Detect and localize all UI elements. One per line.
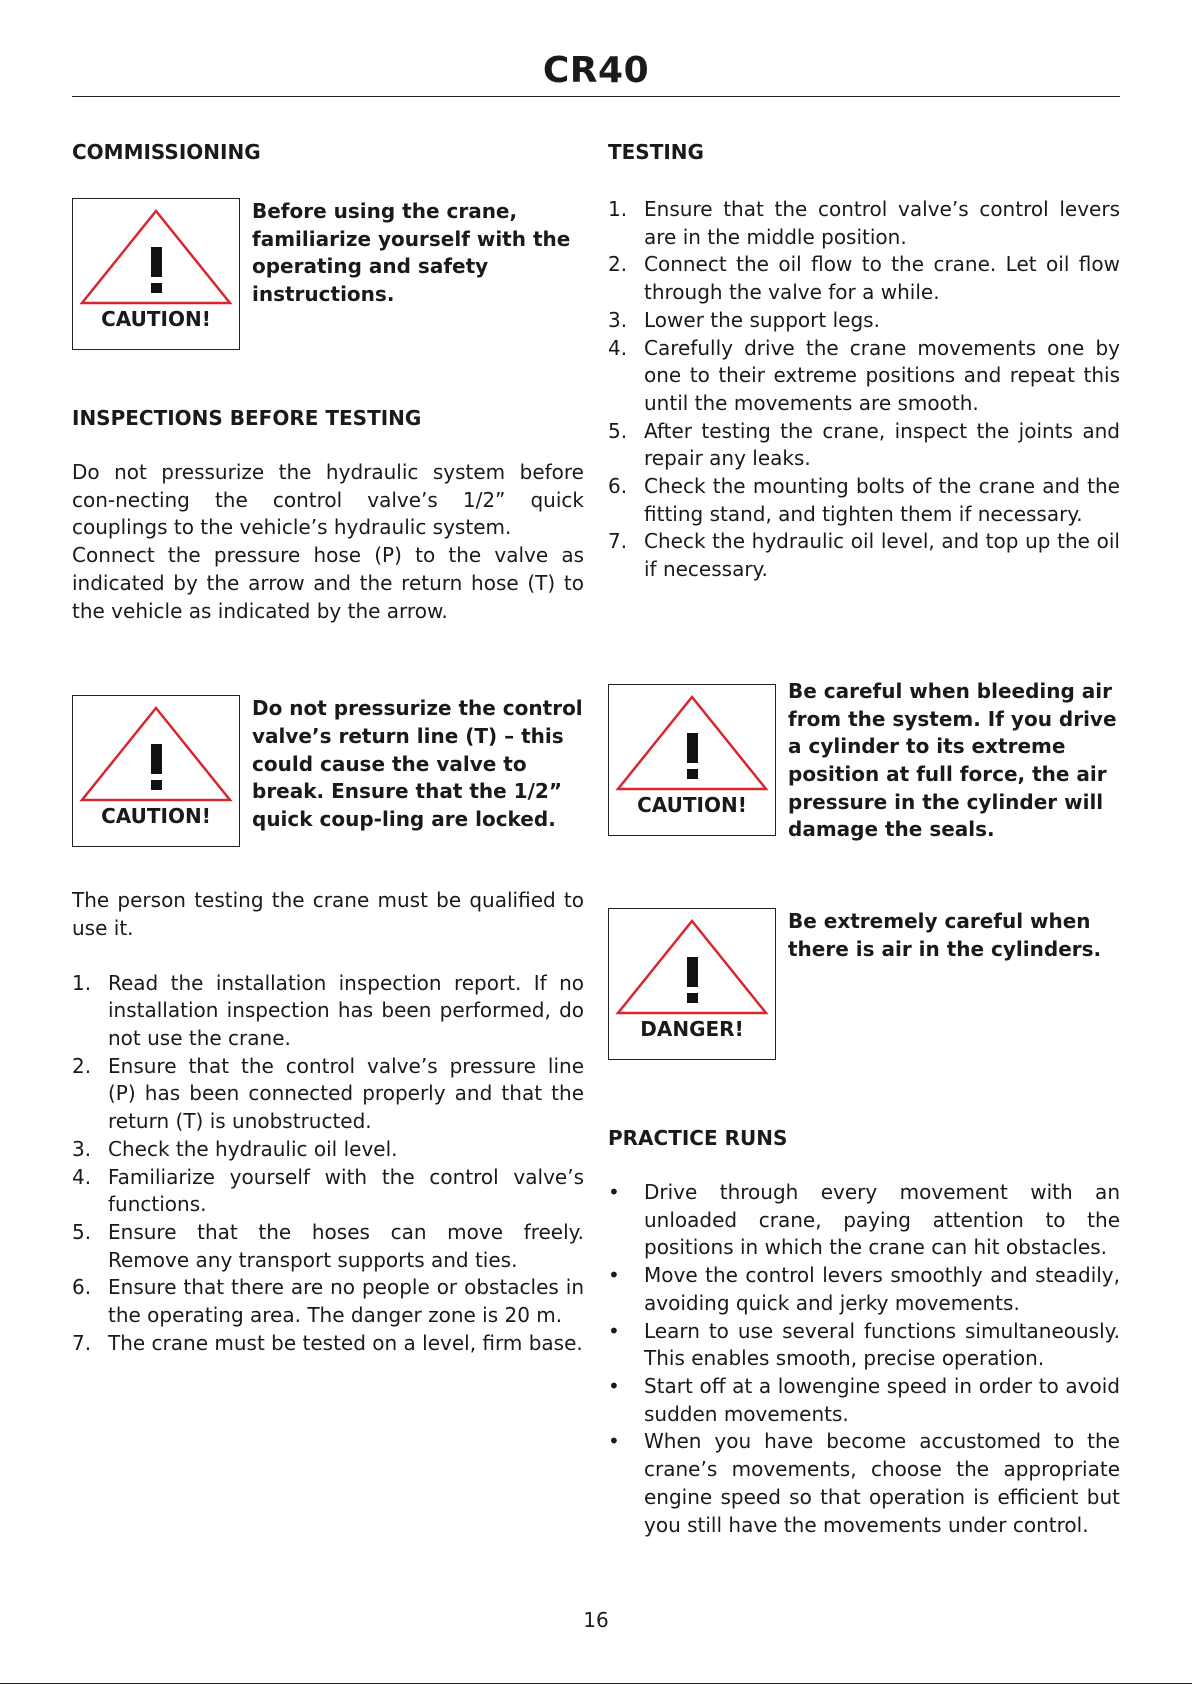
air-in-cylinders-warning [608, 908, 1120, 1060]
commissioning-heading: COMMISSIONING [72, 140, 261, 164]
list-item: 5. Ensure that the hoses can move freely. Remove any transport supports and ties. [72, 1219, 584, 1272]
inspections-heading: INSPECTIONS BEFORE TESTING [72, 406, 422, 430]
inspection-steps [72, 970, 584, 1358]
footer-divider [0, 1683, 1192, 1684]
bleeding-air-warning-text: Be careful when bleeding air from the system. If you drive a cylinder to its extreme position at full force, the air pressure in the cylinder will damage the seals. [788, 678, 1117, 842]
list-item: 7. Check the hydraulic oil level, and top up the oil if necessary. [608, 529, 1120, 582]
caution-label: CAUTION! [101, 307, 211, 331]
caution-box [72, 198, 240, 350]
danger-label: DANGER! [640, 1017, 744, 1042]
commissioning-warning-text: Before using the crane, familiarize yourself with the operating and safety instructions. [252, 199, 571, 307]
warning-triangle-icon [614, 693, 770, 793]
bleeding-air-warning [608, 678, 1120, 844]
return-line-warning-text: Do not pressurize the control valve’s return line (T) – this could cause the valve to break. Ensure that the 1/2” quick coup-ling are locked. [252, 696, 583, 832]
list-item: 4. Familiarize yourself with the control valve’s functions. [72, 1164, 584, 1217]
page-number: 16 [583, 1608, 609, 1632]
caution-box [608, 684, 776, 836]
left-column [72, 138, 584, 1357]
list-item: 4. Carefully drive the crane movements one by one to their extreme positions and repeat this until the movements are smooth. [608, 335, 1120, 415]
list-item: • Learn to use several functions simultaneously. This enables smooth, precise operation. [608, 1318, 1120, 1371]
testing-heading: TESTING [608, 140, 704, 164]
list-item: • Start off at a lowengine speed in order to avoid sudden movements. [608, 1373, 1120, 1426]
list-item: 2. Connect the oil flow to the crane. Let oil flow through the valve for a while. [608, 252, 1120, 305]
air-in-cylinders-warning-text: Be extremely careful when there is air in the cylinders. [788, 909, 1102, 961]
danger-box [608, 908, 776, 1060]
list-item: 1. Ensure that the control valve’s control levers are in the middle position. [608, 197, 1120, 249]
list-item: • Drive through every movement with an unloaded crane, paying attention to the positions in which the crane can hit obstacles. [608, 1180, 1120, 1260]
list-item: • Move the control levers smoothly and steadily, avoiding quick and jerky movements. [608, 1263, 1120, 1315]
header-divider [72, 96, 1120, 97]
list-item: 2. Ensure that the control valve’s pressure line (P) has been connected properly and that the return (T) is unobstructed. [72, 1053, 584, 1134]
list-item: 6. Ensure that there are no people or obstacles in the operating area. The danger zone is 20 m. [72, 1275, 584, 1328]
commissioning-warning [72, 198, 584, 350]
list-item: 7. The crane must be tested on a level, firm base. [72, 1330, 583, 1355]
warning-triangle-icon [78, 207, 234, 307]
warning-triangle-icon [614, 917, 770, 1017]
list-item: • When you have become accustomed to the crane’s movements, choose the appropriate engine speed so that operation is efficient but you still have the movements under control. [608, 1429, 1120, 1537]
caution-label: CAUTION! [637, 792, 747, 817]
testing-steps [608, 196, 1120, 584]
return-line-warning [72, 695, 584, 847]
warning-triangle-icon [78, 704, 234, 804]
caution-box [72, 695, 240, 847]
practice-runs-list [608, 1179, 1120, 1539]
inspections-paragraph-2: Connect the pressure hose (P) to the valve as indicated by the arrow and the return hose (T) to the vehicle as indicated by the arrow. [72, 543, 584, 623]
list-item: 3. Lower the support legs. [608, 307, 880, 332]
list-item: 3. Check the hydraulic oil level. [72, 1136, 398, 1161]
list-item: 5. After testing the crane, inspect the joints and repair any leaks. [608, 418, 1120, 471]
inspections-paragraph-1: Do not pressurize the hydraulic system before con-necting the control valve’s 1/2” quick couplings to the vehicle’s hydraulic system. [72, 460, 584, 540]
page-title: CR40 [542, 50, 650, 91]
qualification-note: The person testing the crane must be qualified to use it. [72, 888, 584, 940]
practice-runs-heading: PRACTICE RUNS [608, 1126, 788, 1151]
list-item: 1. Read the installation inspection report. If no installation inspection has been performed, do not use the crane. [72, 970, 584, 1051]
right-column [608, 138, 1120, 1539]
list-item: 6. Check the mounting bolts of the crane and the fitting stand, and tighten them if necessary. [608, 474, 1120, 526]
caution-label: CAUTION! [101, 804, 211, 829]
